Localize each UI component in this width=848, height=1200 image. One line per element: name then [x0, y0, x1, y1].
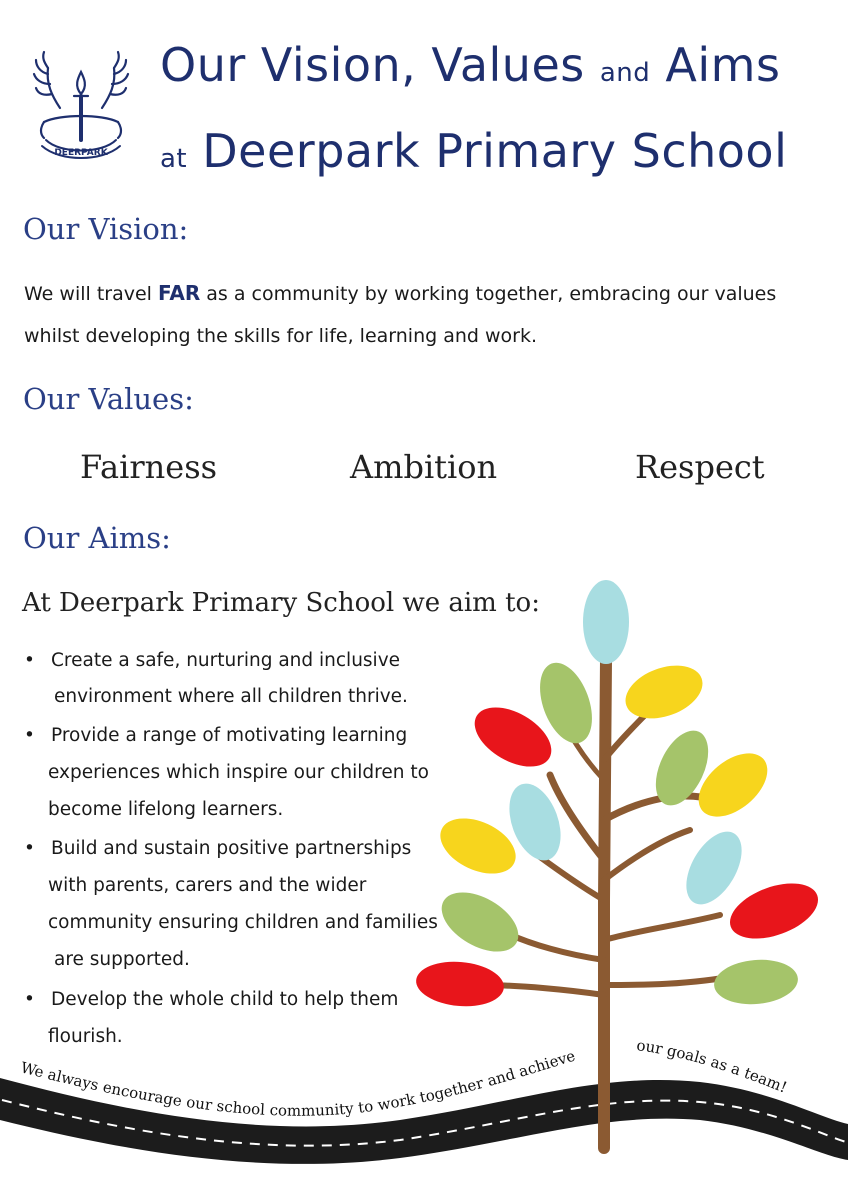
page-title-line2	[160, 124, 787, 178]
aims-intro: At Deerpark Primary School we aim to:	[22, 588, 540, 618]
leaf-red	[414, 958, 506, 1010]
aim-text: become lifelong learners.	[48, 799, 284, 820]
road-caption	[0, 1030, 848, 1160]
aim-text: are supported.	[54, 949, 190, 970]
aim-text: Provide a range of motivating learning	[51, 725, 408, 746]
title-school-name: Deerpark Primary School	[202, 124, 788, 178]
title-at: at	[160, 144, 188, 174]
title-and: and	[599, 58, 651, 88]
value-respect: Respect	[635, 448, 765, 486]
school-crest-logo	[30, 48, 132, 170]
road-caption-text: We always encourage our school community to work together and achieve	[18, 1046, 578, 1120]
aim-text: community ensuring children and families	[48, 912, 438, 933]
vision-text-line2: whilst developing the skills for life, learning and work.	[24, 325, 538, 347]
road-caption-text: our goals as a team!	[635, 1036, 790, 1097]
bullet: •	[24, 650, 35, 671]
bullet: •	[24, 725, 35, 746]
aim-text: Create a safe, nurturing and inclusive	[51, 650, 401, 671]
leaf-yellow	[618, 656, 710, 728]
bullet: •	[24, 838, 35, 859]
leaf-red	[723, 873, 826, 950]
vision-text: We will travel	[24, 283, 158, 305]
leaf-blue-top	[583, 580, 629, 664]
leaf-green	[712, 956, 800, 1007]
bullet: •	[24, 989, 35, 1010]
leaf-blue	[675, 822, 753, 913]
aim-text: Develop the whole child to help them	[51, 989, 399, 1010]
vision-heading: Our Vision:	[23, 212, 189, 246]
aim-text: Build and sustain positive partnerships	[51, 838, 412, 859]
aim-text: environment where all children thrive.	[54, 686, 408, 707]
road-caption-part2	[635, 1036, 789, 1096]
road-caption-part1	[19, 1047, 577, 1120]
far-acronym: FAR	[157, 281, 201, 305]
values-heading: Our Values:	[23, 382, 194, 416]
aim-text: with parents, carers and the wider	[48, 875, 367, 896]
value-fairness: Fairness	[80, 448, 218, 486]
page-title-line1	[160, 38, 780, 92]
vision-text-line1	[24, 281, 776, 305]
aim-text: experiences which inspire our children to	[48, 762, 429, 783]
title-text: Aims	[665, 38, 781, 92]
aims-heading: Our Aims:	[23, 521, 171, 555]
leaf-green	[432, 880, 529, 964]
value-ambition: Ambition	[350, 448, 498, 486]
aim-text: flourish.	[48, 1026, 123, 1047]
title-text: Our Vision, Values	[160, 38, 585, 92]
crest-text: DEERPARK	[54, 148, 108, 158]
vision-text: as a community by working together, embracing our values	[200, 283, 777, 305]
